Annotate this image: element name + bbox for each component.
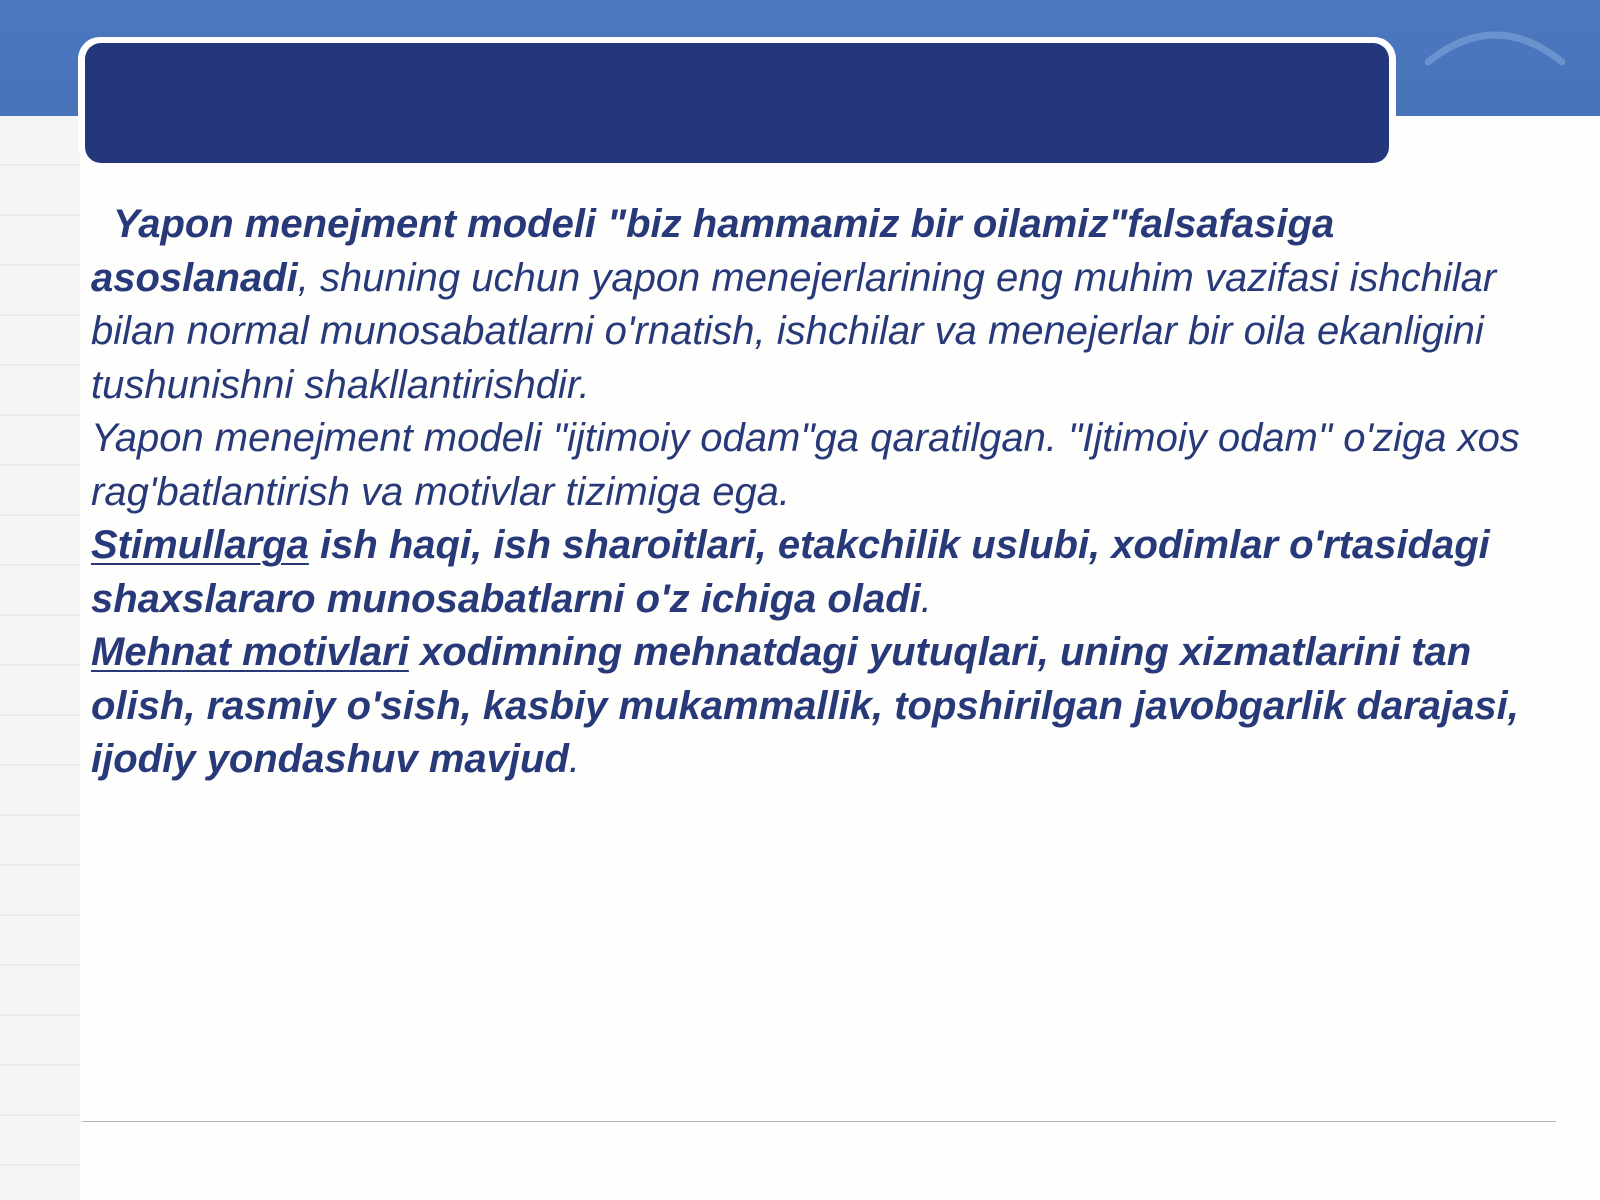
paragraph-text: xodimning mehnatdagi yutuqlari, uning xizmatlarini tan olish, rasmiy o'sish, kasbiy mukammallik, topshirilgan javobgarlik darajasi, ijodiy yondashuv mavjud	[91, 630, 1519, 781]
term-stimuli: Stimullarga	[91, 523, 309, 567]
paragraph-text: Yapon menejment modeli "ijtimoiy odam"ga qaratilgan. "Ijtimoiy odam" o'ziga xos rag'batlantirish va motivlar tizimiga ega.	[91, 416, 1520, 514]
paragraph-text: ish haqi, ish sharoitlari, etakchilik uslubi, xodimlar o'rtasidagi shaxslararo munosabatlarni o'z ichiga oladi	[91, 523, 1490, 621]
paragraph-stimuli	[91, 519, 1551, 626]
paragraph-end: .	[568, 737, 580, 781]
term-work-motives: Mehnat motivlari	[91, 630, 409, 674]
paragraph-lead: Yapon menejment modeli "biz hammamiz bir oilamiz"falsafasiga asoslanadi	[91, 202, 1335, 300]
footer-divider	[82, 1121, 1556, 1122]
left-margin-strip	[0, 116, 80, 1200]
paragraph-work-motives	[91, 626, 1551, 787]
paragraph-text: , shuning uchun yapon menejerlarining eng muhim vazifasi ishchilar bilan normal munosabatlarni o'rnatish, ishchilar va menejerlar bir oila ekanligini tushunishni shakllantirishdir.	[91, 255, 1497, 407]
slide-body	[91, 198, 1551, 787]
paragraph-japanese-model-family	[91, 198, 1551, 412]
paragraph-end: .	[920, 576, 932, 621]
paragraph-social-person	[91, 412, 1551, 519]
slide-title-bar	[85, 43, 1389, 163]
